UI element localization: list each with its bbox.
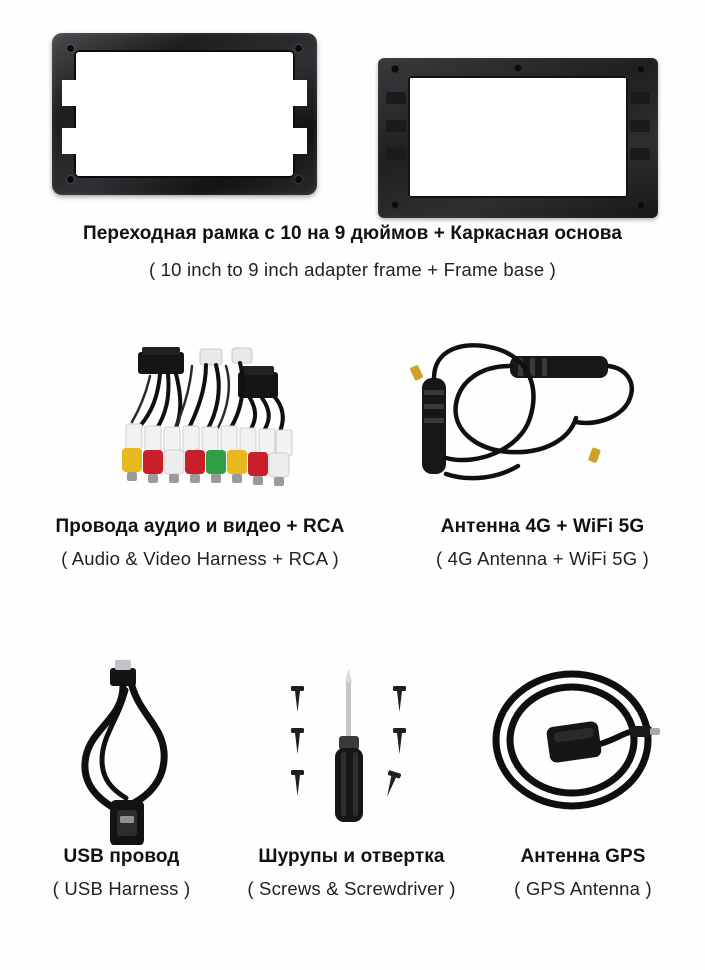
item-av-harness [10, 326, 390, 571]
matte-frame-base-icon [378, 58, 658, 218]
wiring-harness-icon [10, 326, 390, 511]
usb-cable-icon [14, 640, 229, 845]
caption-en-antenna-4g: ( 4G Antenna + WiFi 5G ) [435, 547, 649, 569]
caption-en-adapter-frame: ( 10 inch to 9 inch adapter frame + Frame base ) [148, 259, 557, 280]
item-gps-antenna [474, 640, 692, 901]
gps-antenna-icon [474, 640, 692, 845]
adapter-frame-images [0, 28, 705, 203]
caption-ru-gps: Антенна GPS [520, 846, 646, 867]
caption-en-gps: ( GPS Antenna ) [514, 877, 652, 899]
row-usb-screws-gps [0, 640, 705, 930]
caption-en-screws: ( Screws & Screwdriver ) [247, 877, 456, 899]
caption-ru-usb: USB провод [63, 846, 180, 867]
caption-en-usb: ( USB Harness ) [52, 877, 191, 899]
caption-en-av-harness: ( Audio & Video Harness + RCA ) [61, 547, 339, 569]
caption-ru-antenna-4g: Антенна 4G + WiFi 5G [440, 516, 645, 537]
rca-connectors-icon [122, 448, 289, 486]
item-screws-screwdriver [229, 640, 474, 901]
glossy-adapter-frame-icon [52, 33, 317, 195]
caption-ru-screws: Шурупы и отвертка [258, 846, 445, 867]
row-harness-antenna [0, 326, 705, 596]
item-usb-harness [14, 640, 229, 901]
caption-ru-adapter-frame: Переходная рамка с 10 на 9 дюймов + Каркасная основа [82, 223, 623, 244]
caption-ru-av-harness: Провода аудио и видео + RCA [55, 516, 345, 537]
screwdriver-icon [229, 640, 474, 845]
4g-antenna-icon [390, 326, 695, 511]
item-adapter-frame [0, 0, 705, 300]
item-antenna-4g-wifi [390, 326, 695, 571]
